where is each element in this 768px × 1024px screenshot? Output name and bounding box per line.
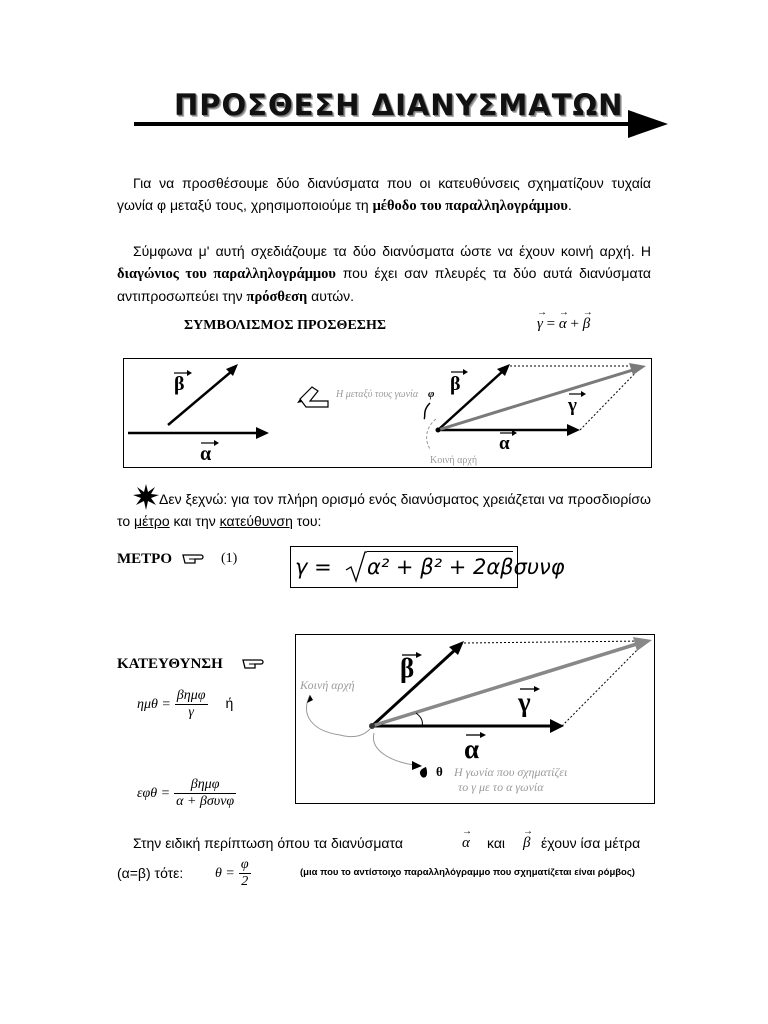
title-banner xyxy=(134,88,674,158)
figure-2-drawing xyxy=(296,635,654,803)
theta-numerator: φ xyxy=(240,857,249,872)
method-text-2: που έχει σαν πλευρές τα δύο αυτά διανύσματα αντιπροσωπεύει την xyxy=(117,265,652,304)
method-text-1: Σύμφωνα μ' αυτή σχεδιάζουμε τα δύο διανύσματα ώστε να έχουν κοινή αρχή. Η xyxy=(133,243,651,259)
metro-formula-radicand: α² + β² + 2αβσυνφ xyxy=(367,555,565,579)
vec-beta-letter: β xyxy=(582,316,591,332)
phi-label: φ xyxy=(428,388,435,400)
intro-end: . xyxy=(567,197,572,213)
common-origin-label: Κοινή αρχή xyxy=(300,678,355,692)
label-beta-left: β xyxy=(174,373,185,395)
method-bold-1: διαγώνιος του παραλληλογράμμου xyxy=(117,266,336,282)
label-alpha-right: α xyxy=(499,433,510,454)
label-gamma: γ xyxy=(518,687,531,717)
equals-sign: = xyxy=(542,316,559,332)
sin-numerator: βημφ xyxy=(176,688,206,703)
vec-alpha xyxy=(558,307,569,333)
reminder-text-2: και την xyxy=(169,513,220,529)
angle-note: Η μεταξύ τους γωνία xyxy=(336,389,419,400)
pointing-hand-icon xyxy=(181,549,205,565)
vec-beta xyxy=(582,307,593,333)
special-text-1: Στην ειδική περίπτωση όπου τα διανύσματα xyxy=(133,835,403,851)
vector-gamma-right xyxy=(438,369,636,430)
reminder-paragraph xyxy=(117,488,651,532)
special-vec-beta xyxy=(523,826,533,852)
tan-formula xyxy=(137,777,236,810)
symbolism-label: ΣΥΜΒΟΛΙΣΜΟΣ ΠΡΟΣΘΕΣΗΣ xyxy=(184,318,386,333)
sin-lhs: ημθ = xyxy=(137,697,171,713)
tan-lhs: εφθ = xyxy=(137,786,171,802)
metro-label: ΜΕΤΡΟ xyxy=(117,551,172,567)
vec-gamma xyxy=(537,307,547,333)
symbolism-equation xyxy=(537,307,593,333)
theta-note-line-2: το γ με το α γωνία xyxy=(458,780,544,794)
reminder-text-1: Δεν ξεχνώ: για τον πλήρη ορισμό ενός διανύσματος χρειάζεται να προσδιορίσω το xyxy=(117,491,651,529)
figure-2 xyxy=(295,634,655,804)
metro-formula xyxy=(290,546,565,588)
plus-sign: + xyxy=(566,316,583,332)
sin-fraction xyxy=(175,688,208,721)
page-title: ΠΡΟΣΘΕΣΗ ΔΙΑΝΥΣΜΑΤΩΝ xyxy=(174,88,624,122)
vec-alpha-letter: α xyxy=(558,316,567,332)
intro-paragraph xyxy=(117,172,651,217)
special-and: και xyxy=(487,835,506,851)
tan-numerator: βημφ xyxy=(174,777,236,794)
figure-1 xyxy=(123,358,652,468)
writing-hand-icon xyxy=(297,387,328,407)
special-text-3: (α=β) τότε: xyxy=(117,865,184,881)
intro-bold: μέθοδο του παραλληλογράμμου xyxy=(372,198,568,214)
theta-fraction xyxy=(239,857,251,890)
sin-formula xyxy=(137,688,233,721)
vec-arrow-icon: → xyxy=(558,307,569,318)
special-beta-letter: β xyxy=(523,835,531,851)
special-vec-alpha xyxy=(462,826,472,852)
label-alpha-left: α xyxy=(200,443,212,465)
vec-arrow-icon: → xyxy=(462,826,472,837)
method-text-3: αυτών. xyxy=(307,288,355,304)
figure-1-drawing xyxy=(124,359,651,467)
method-paragraph xyxy=(117,240,651,308)
sin-denominator: γ xyxy=(188,705,194,720)
pointing-hand-icon xyxy=(420,767,427,778)
intro-text: Για να προσθέσουμε δύο διανύσματα που οι κατευθύνσεις σχηματίζουν τυχαία γωνία φ μεταξύ τους, χρησιμοποιούμε τη xyxy=(117,175,651,213)
direction-label: ΚΑΤΕΥΘΥΝΣΗ xyxy=(117,656,223,672)
tan-denominator: α + βσυνφ xyxy=(176,794,235,809)
common-origin-label: Κοινή αρχή xyxy=(430,455,478,466)
tan-fraction xyxy=(174,777,236,810)
vec-gamma-letter: γ xyxy=(537,316,543,332)
theta-formula xyxy=(215,857,251,890)
label-gamma-right: γ xyxy=(568,395,577,416)
rhombus-note: (μια που το αντίστοιχο παραλληλόγραμμο που σχηματίζεται είναι ρόμβος) xyxy=(300,867,635,878)
method-bold-2: πρόσθεση xyxy=(246,289,308,305)
theta-lhs: θ = xyxy=(215,866,235,882)
special-text-2: έχουν ίσα μέτρα xyxy=(541,835,641,851)
formula-number: (1) xyxy=(221,551,238,566)
label-alpha: α xyxy=(464,734,480,764)
theta-label: θ xyxy=(436,764,443,779)
theta-denominator: 2 xyxy=(241,874,249,889)
theta-note-line-1: Η γωνία που σχηματίζει xyxy=(454,765,568,779)
reminder-text-3: του: xyxy=(292,513,322,529)
special-alpha-letter: α xyxy=(462,835,470,851)
or-word: ή xyxy=(225,695,234,712)
label-beta-right: β xyxy=(450,373,461,395)
label-beta: β xyxy=(400,653,415,683)
pointing-hand-icon xyxy=(241,654,265,670)
vec-arrow-icon: → xyxy=(537,307,547,318)
reminder-metro: μέτρο xyxy=(134,513,170,529)
metro-formula-lhs: γ = xyxy=(295,555,332,579)
sqrt-icon xyxy=(345,550,367,584)
reminder-direction: κατεύθυνση xyxy=(219,513,293,529)
vec-arrow-icon: → xyxy=(582,307,593,318)
vec-arrow-icon: → xyxy=(523,826,533,837)
